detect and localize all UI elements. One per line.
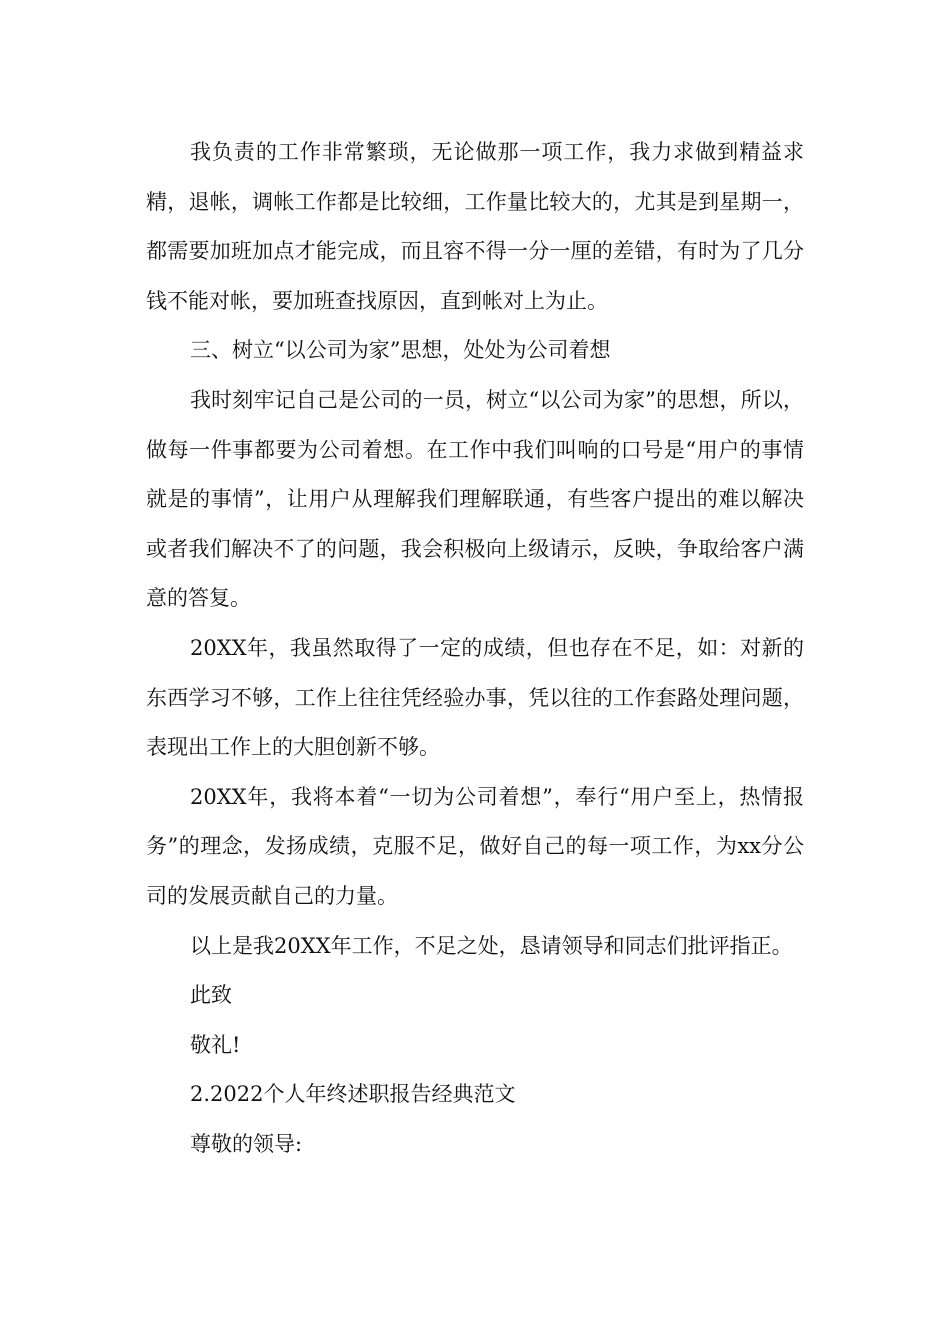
- next-article-title: 2.2022个人年终述职报告经典范文: [190, 1082, 516, 1107]
- document-body: [146, 128, 804, 1169]
- salutation-jingli: 敬礼!: [190, 1032, 241, 1057]
- paragraph-closing: 以上是我20XX年工作，不足之处，恳请领导和同志们批评指正。: [190, 933, 793, 958]
- paragraph-future-plan: 20XX年，我将本着“一切为公司着想”，奉行“用户至上，热情报务”的理念，发扬成绩，克服不足，做好自己的每一项工作，为xx分公司的发展贡献自己的力量。: [146, 784, 804, 908]
- paragraph-work-details: 我负责的工作非常繁琐，无论做那一项工作，我力求做到精益求精，退帐，调帐工作都是比较细，工作量比较大的，尤其是到星期一，都需要加班加点才能完成，而且容不得一分一厘的差错，有时为了几分钱不能对帐，要加班查找原因，直到帐对上为止。: [146, 140, 804, 313]
- section-heading-3: 三、树立“以公司为家”思想，处处为公司着想: [190, 338, 611, 363]
- greeting-line: 尊敬的领导:: [190, 1131, 303, 1156]
- paragraph-shortcomings: 20XX年，我虽然取得了一定的成绩，但也存在不足，如：对新的东西学习不够，工作上往往凭经验办事，凭以往的工作套路处理问题，表现出工作上的大胆创新不够。: [146, 635, 804, 760]
- paragraph-company-spirit: 我时刻牢记自己是公司的一员，树立“以公司为家”的思想，所以，做每一件事都要为公司着想。在工作中我们叫响的口号是“用户的事情就是的事情”，让用户从理解我们理解联通，有些客户提出的难以解决或者我们解决不了的问题，我会积极向上级请示，反映，争取给客户满意的答复。: [146, 387, 804, 611]
- salutation-cizhi: 此致: [190, 983, 232, 1008]
